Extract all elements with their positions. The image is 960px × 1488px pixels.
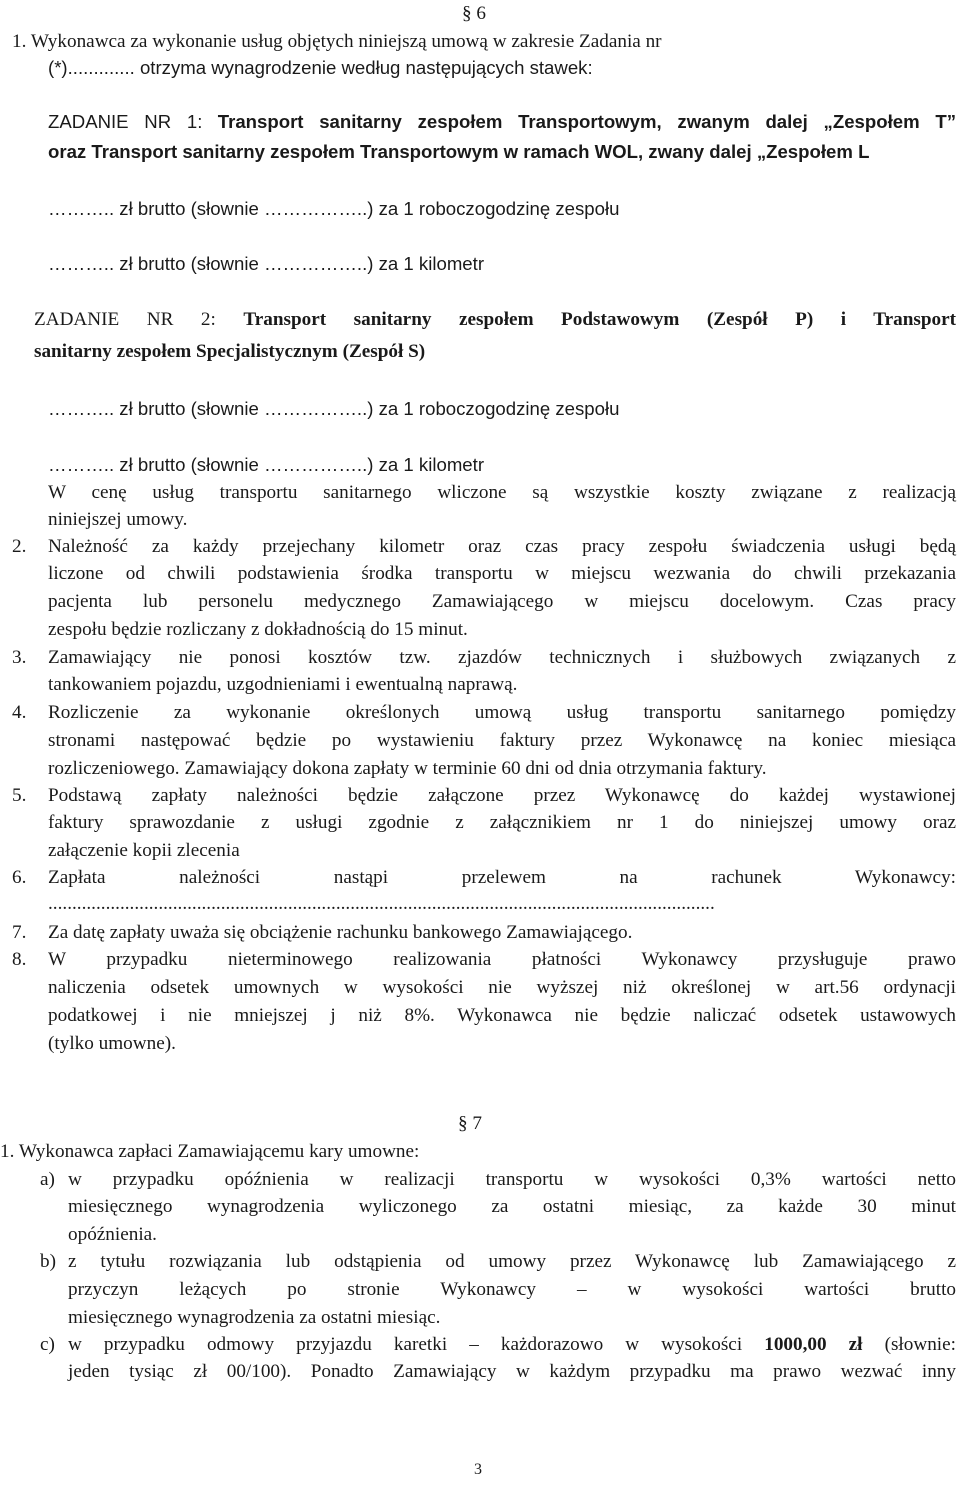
cost-note-line-2: niniejszej umowy. [48,509,188,530]
item-c-line-1-text: w przypadku odmowy przyjazdu karetki – każdorazowo w wysokości [68,1334,743,1355]
item-3-line-1: Zamawiający nie ponosi kosztów tzw. zjazdów technicznych i służbowych związanych z [48,647,956,668]
item-6-account-dots: ........................................................................................................................................... [48,894,715,914]
task-2-line-1 [34,310,956,329]
item-c-label: c) [40,1334,55,1355]
item-4-line-1: Rozliczenie za wykonanie określonych umową usług transportu sanitarnego pomiędzy [48,702,956,723]
item-2-line-3: pacjenta lub personelu medycznego Zamawiającego w miejscu docelowym. Czas pracy [48,591,956,612]
task-1-prefix: ZADANIE NR 1: [48,111,203,132]
item-number: 7. [12,922,27,943]
item-number: 8. [12,949,27,970]
item-c-line-1-suffix: (słownie: [884,1334,956,1355]
item-2-line-2: liczone od chwili podstawienia środka transportu w miejscu wezwania do chwili przekazania [48,563,956,584]
item-c-line-2: jeden tysiąc zł 00/100). Ponadto Zamawiający w każdym przypadku ma prawo wezwać inny [68,1361,956,1382]
item-4-line-2: stronami następować będzie po wystawieniu faktury przez Wykonawcę na koniec miesiąca [48,730,956,751]
item-5-line-3: załączenie kopii zlecenia [48,840,240,861]
page-number: 3 [474,1461,482,1478]
task-2-title: Transport sanitarny zespołem Podstawowym (Zespół P) i Transport [243,309,957,330]
item-4-line-3: rozliczeniowego. Zamawiający dokona zapłaty w terminie 60 dni od dnia otrzymania faktury. [48,758,767,779]
task-1-rate-km: ……….. zł brutto (słownie ……………..) za 1 kilometr [48,253,485,274]
item-number: 2. [12,536,27,557]
item-a-line-3: opóźnienia. [68,1224,157,1245]
task-2-rate-km: ……….. zł brutto (słownie ……………..) za 1 kilometr [48,454,485,475]
item-7-line-1: Za datę zapłaty uważa się obciążenie rachunku bankowego Zamawiającego. [48,922,633,943]
item-3-line-2: tankowaniem pojazdu, uzgodnieniami i ewentualną naprawą. [48,674,518,695]
item-8-line-4: (tylko umowne). [48,1033,176,1054]
item-a-line-2: miesięcznego wynagrodzenia wyliczonego za ostatni miesiąc, za każde 30 minut [68,1196,956,1217]
task-1-line-1 [48,113,956,132]
section-7-paragraph-1: 1. Wykonawca zapłaci Zamawiającemu kary umowne: [0,1141,420,1162]
item-b-line-1: z tytułu rozwiązania lub odstąpienia od umowy przez Wykonawcę lub Zamawiającego z [68,1251,956,1272]
section-7-heading: § 7 [458,1113,482,1134]
task-1-line-2: oraz Transport sanitarny zespołem Transportowym w ramach WOL, zwany dalej „Zespołem L [48,141,870,162]
item-b-label: b) [40,1251,56,1272]
item-b-line-3: miesięcznego wynagrodzenia za ostatni miesiąc. [68,1307,441,1328]
task-2-rate-hour: ……….. zł brutto (słownie ……………..) za 1 roboczogodzinę zespołu [48,398,620,419]
task-2-line-2: sanitarny zespołem Specjalistycznym (Zespół S) [34,341,426,362]
item-5-line-2: faktury sprawozdanie z usługi zgodnie z załącznikiem nr 1 do niniejszej umowy oraz [48,812,956,833]
item-number: 4. [12,702,27,723]
item-number: 3. [12,647,27,668]
paragraph-1-line-1: 1. Wykonawca za wykonanie usług objętych niniejszą umową w zakresie Zadania nr [12,31,662,52]
item-a-label: a) [40,1169,55,1190]
task-1-rate-hour: ……….. zł brutto (słownie ……………..) za 1 roboczogodzinę zespołu [48,198,620,219]
item-a-line-1: w przypadku opóźnienia w realizacji transportu w wysokości 0,3% wartości netto [68,1169,956,1190]
item-c-line-1 [68,1335,956,1354]
item-number: 6. [12,867,27,888]
section-6-heading: § 6 [462,3,486,24]
item-5-line-1: Podstawą zapłaty należności będzie załączone przez Wykonawcę do każdej wystawionej [48,785,956,806]
task-2-prefix: ZADANIE NR 2: [34,309,216,330]
item-b-line-2: przyczyn leżących po stronie Wykonawcy – w wysokości wartości brutto [68,1279,956,1300]
item-6-line-1: Zapłata należności nastąpi przelewem na rachunek Wykonawcy: [48,867,956,888]
item-2-line-4: zespołu będzie rozliczany z dokładnością do 15 minut. [48,619,468,640]
task-1-title: Transport sanitarny zespołem Transportowym, zwanym dalej „Zespołem T” [217,111,957,132]
item-number: 5. [12,785,27,806]
item-8-line-3: podatkowej i nie mniejszej j niż 8%. Wykonawca nie będzie naliczać odsetek ustawowych [48,1005,956,1026]
cost-note-line-1: W cenę usług transportu sanitarnego wliczone są wszystkie koszty związane z realizacją [48,482,956,503]
item-8-line-1: W przypadku nieterminowego realizowania płatności Wykonawcy przysługuje prawo [48,949,956,970]
penalty-amount: 1000,00 zł [764,1334,863,1355]
paragraph-1-line-2: (*)............. otrzyma wynagrodzenie według następujących stawek: [48,57,593,78]
item-8-line-2: naliczenia odsetek umownych w wysokości nie wyższej niż określonej w art.56 ordynacji [48,977,956,998]
item-2-line-1: Należność za każdy przejechany kilometr oraz czas pracy zespołu świadczenia usługi będą [48,536,956,557]
